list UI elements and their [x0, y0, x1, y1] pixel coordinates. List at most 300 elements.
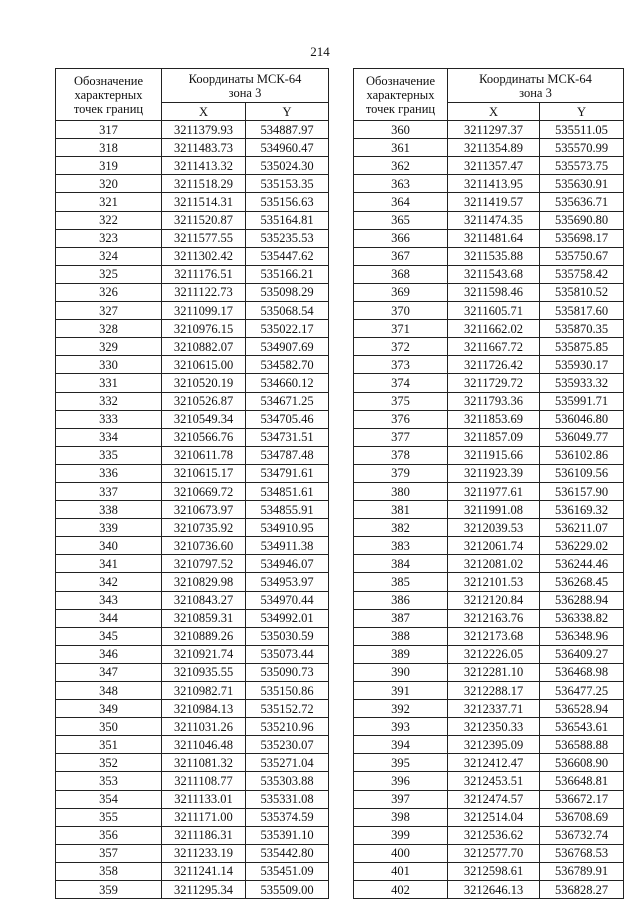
x-coordinate-cell: 3212536.62 [448, 826, 540, 844]
y-column-header: Y [540, 103, 624, 121]
table-row [56, 519, 329, 537]
point-number-cell: 326 [56, 283, 162, 301]
y-coordinate-cell: 535991.71 [540, 392, 624, 410]
table-row [56, 627, 329, 645]
x-coordinate-cell: 3210882.07 [162, 338, 246, 356]
point-number-cell: 335 [56, 446, 162, 464]
point-number-cell: 321 [56, 193, 162, 211]
x-coordinate-cell: 3210566.76 [162, 428, 246, 446]
x-coordinate-cell: 3212474.57 [448, 790, 540, 808]
coordinates-header: Координаты МСК-64 зона 3 [448, 69, 624, 103]
x-coordinate-cell: 3210520.19 [162, 374, 246, 392]
table-row [354, 519, 624, 537]
table-row [56, 428, 329, 446]
point-number-cell: 343 [56, 591, 162, 609]
x-coordinate-cell: 3211518.29 [162, 175, 246, 193]
x-coordinate-cell: 3212350.33 [448, 718, 540, 736]
table-row [354, 790, 624, 808]
point-number-cell: 358 [56, 862, 162, 880]
x-coordinate-cell: 3211729.72 [448, 374, 540, 392]
y-coordinate-cell: 535698.17 [540, 229, 624, 247]
y-coordinate-cell: 536528.94 [540, 700, 624, 718]
x-coordinate-cell: 3211520.87 [162, 211, 246, 229]
x-coordinate-cell: 3210549.34 [162, 410, 246, 428]
y-coordinate-cell: 536288.94 [540, 591, 624, 609]
x-column-header: X [162, 103, 246, 121]
point-number-cell: 386 [354, 591, 448, 609]
y-coordinate-cell: 534731.51 [246, 428, 329, 446]
point-number-cell: 363 [354, 175, 448, 193]
coordinates-table-right [353, 68, 624, 899]
y-coordinate-cell: 535758.42 [540, 265, 624, 283]
y-coordinate-cell: 536477.25 [540, 682, 624, 700]
table-row [354, 338, 624, 356]
y-coordinate-cell: 536102.86 [540, 446, 624, 464]
x-coordinate-cell: 3210673.97 [162, 501, 246, 519]
table-row [354, 808, 624, 826]
point-number-cell: 389 [354, 645, 448, 663]
point-number-cell: 380 [354, 482, 448, 500]
point-number-cell: 323 [56, 229, 162, 247]
point-number-cell: 329 [56, 338, 162, 356]
x-coordinate-cell: 3211923.39 [448, 464, 540, 482]
table-row [56, 374, 329, 392]
y-coordinate-cell: 535690.80 [540, 211, 624, 229]
x-coordinate-cell: 3210935.55 [162, 663, 246, 681]
x-coordinate-cell: 3211241.14 [162, 862, 246, 880]
x-coordinate-cell: 3211662.02 [448, 320, 540, 338]
table-row [354, 609, 624, 627]
y-coordinate-cell: 535152.72 [246, 700, 329, 718]
y-coordinate-cell: 535156.63 [246, 193, 329, 211]
y-coordinate-cell: 534791.61 [246, 464, 329, 482]
x-coordinate-cell: 3212173.68 [448, 627, 540, 645]
point-number-cell: 369 [354, 283, 448, 301]
x-coordinate-cell: 3212646.13 [448, 881, 540, 899]
table-row [354, 175, 624, 193]
table-row [56, 862, 329, 880]
table-row [354, 392, 624, 410]
point-number-cell: 395 [354, 754, 448, 772]
table-row [354, 482, 624, 500]
y-coordinate-cell: 536789.91 [540, 862, 624, 880]
point-number-cell: 349 [56, 700, 162, 718]
x-coordinate-cell: 3212061.74 [448, 537, 540, 555]
table-row [56, 392, 329, 410]
point-number-cell: 392 [354, 700, 448, 718]
x-coordinate-cell: 3212081.02 [448, 555, 540, 573]
point-number-cell: 385 [354, 573, 448, 591]
x-coordinate-cell: 3211297.37 [448, 121, 540, 139]
y-coordinate-cell: 534992.01 [246, 609, 329, 627]
y-coordinate-cell: 535153.35 [246, 175, 329, 193]
y-coordinate-cell: 536648.81 [540, 772, 624, 790]
y-coordinate-cell: 534660.12 [246, 374, 329, 392]
y-coordinate-cell: 535509.00 [246, 881, 329, 899]
point-number-cell: 393 [354, 718, 448, 736]
point-number-cell: 390 [354, 663, 448, 681]
point-number-cell: 350 [56, 718, 162, 736]
table-row [56, 754, 329, 772]
y-coordinate-cell: 536348.96 [540, 627, 624, 645]
table-row [56, 139, 329, 157]
point-number-cell: 342 [56, 573, 162, 591]
y-coordinate-cell: 536169.32 [540, 501, 624, 519]
point-number-cell: 354 [56, 790, 162, 808]
y-coordinate-cell: 534705.46 [246, 410, 329, 428]
y-coordinate-cell: 536732.74 [540, 826, 624, 844]
table-row [354, 265, 624, 283]
y-coordinate-cell: 535930.17 [540, 356, 624, 374]
table-row [354, 320, 624, 338]
table-row [56, 700, 329, 718]
table-row [56, 609, 329, 627]
y-coordinate-cell: 536588.88 [540, 736, 624, 754]
table-row [56, 320, 329, 338]
y-coordinate-cell: 534960.47 [246, 139, 329, 157]
point-number-cell: 381 [354, 501, 448, 519]
point-number-cell: 346 [56, 645, 162, 663]
y-coordinate-cell: 535073.44 [246, 645, 329, 663]
point-number-cell: 402 [354, 881, 448, 899]
table-row [354, 718, 624, 736]
point-number-cell: 337 [56, 482, 162, 500]
y-coordinate-cell: 536338.82 [540, 609, 624, 627]
table-row [56, 157, 329, 175]
y-coordinate-cell: 535447.62 [246, 247, 329, 265]
x-coordinate-cell: 3210982.71 [162, 682, 246, 700]
point-number-cell: 344 [56, 609, 162, 627]
table-row [56, 121, 329, 139]
point-number-cell: 401 [354, 862, 448, 880]
point-number-cell: 366 [354, 229, 448, 247]
x-coordinate-cell: 3212163.76 [448, 609, 540, 627]
y-coordinate-cell: 536046.80 [540, 410, 624, 428]
point-number-cell: 400 [354, 844, 448, 862]
table-row [56, 175, 329, 193]
table-row [56, 193, 329, 211]
x-coordinate-cell: 3211354.89 [448, 139, 540, 157]
y-coordinate-cell: 536229.02 [540, 537, 624, 555]
table-row [354, 302, 624, 320]
x-coordinate-cell: 3211081.32 [162, 754, 246, 772]
point-number-cell: 324 [56, 247, 162, 265]
x-coordinate-cell: 3212337.71 [448, 700, 540, 718]
y-coordinate-cell: 535022.17 [246, 320, 329, 338]
x-coordinate-cell: 3211046.48 [162, 736, 246, 754]
x-coordinate-cell: 3212598.61 [448, 862, 540, 880]
table-row [56, 446, 329, 464]
table-row [354, 754, 624, 772]
x-coordinate-cell: 3212288.17 [448, 682, 540, 700]
point-number-cell: 336 [56, 464, 162, 482]
point-number-cell: 356 [56, 826, 162, 844]
y-coordinate-cell: 536409.27 [540, 645, 624, 663]
y-coordinate-cell: 535451.09 [246, 862, 329, 880]
y-coordinate-cell: 535750.67 [540, 247, 624, 265]
x-coordinate-cell: 3211171.00 [162, 808, 246, 826]
point-number-cell: 384 [354, 555, 448, 573]
point-number-cell: 317 [56, 121, 162, 139]
y-coordinate-cell: 535817.60 [540, 302, 624, 320]
table-row [56, 790, 329, 808]
table-row [56, 591, 329, 609]
table-row [56, 881, 329, 899]
x-coordinate-cell: 3211122.73 [162, 283, 246, 301]
y-coordinate-cell: 536672.17 [540, 790, 624, 808]
coordinates-table-left [55, 68, 329, 899]
y-coordinate-cell: 535630.91 [540, 175, 624, 193]
point-number-cell: 348 [56, 682, 162, 700]
y-coordinate-cell: 535166.21 [246, 265, 329, 283]
y-coordinate-cell: 535164.81 [246, 211, 329, 229]
x-coordinate-cell: 3211483.73 [162, 139, 246, 157]
x-coordinate-cell: 3211991.08 [448, 501, 540, 519]
point-number-cell: 340 [56, 537, 162, 555]
table-row [56, 663, 329, 681]
table-row [354, 283, 624, 301]
x-coordinate-cell: 3211357.47 [448, 157, 540, 175]
x-coordinate-cell: 3211543.68 [448, 265, 540, 283]
table-row [354, 645, 624, 663]
point-number-cell: 370 [354, 302, 448, 320]
table-row [56, 555, 329, 573]
point-number-cell: 362 [354, 157, 448, 175]
point-number-cell: 332 [56, 392, 162, 410]
y-coordinate-cell: 536708.69 [540, 808, 624, 826]
x-coordinate-cell: 3211667.72 [448, 338, 540, 356]
table-row [56, 826, 329, 844]
x-coordinate-cell: 3211481.64 [448, 229, 540, 247]
point-number-cell: 379 [354, 464, 448, 482]
x-coordinate-cell: 3211915.66 [448, 446, 540, 464]
x-coordinate-cell: 3212101.53 [448, 573, 540, 591]
y-coordinate-cell: 535391.10 [246, 826, 329, 844]
x-coordinate-cell: 3210976.15 [162, 320, 246, 338]
y-coordinate-cell: 534910.95 [246, 519, 329, 537]
x-coordinate-cell: 3211031.26 [162, 718, 246, 736]
x-coordinate-cell: 3212395.09 [448, 736, 540, 754]
table-row [56, 247, 329, 265]
y-coordinate-cell: 535570.99 [540, 139, 624, 157]
point-number-cell: 364 [354, 193, 448, 211]
point-number-cell: 399 [354, 826, 448, 844]
point-number-cell: 377 [354, 428, 448, 446]
y-coordinate-cell: 536268.45 [540, 573, 624, 591]
x-coordinate-cell: 3212281.10 [448, 663, 540, 681]
point-number-cell: 341 [56, 555, 162, 573]
table-row [354, 772, 624, 790]
point-number-cell: 334 [56, 428, 162, 446]
x-coordinate-cell: 3212039.53 [448, 519, 540, 537]
x-coordinate-cell: 3210526.87 [162, 392, 246, 410]
table-row [56, 718, 329, 736]
x-coordinate-cell: 3212412.47 [448, 754, 540, 772]
point-number-cell: 330 [56, 356, 162, 374]
point-number-cell: 378 [354, 446, 448, 464]
point-number-cell: 376 [354, 410, 448, 428]
table-row [354, 211, 624, 229]
y-coordinate-cell: 535210.96 [246, 718, 329, 736]
table-row [56, 229, 329, 247]
table-row [354, 881, 624, 899]
point-number-cell: 338 [56, 501, 162, 519]
x-coordinate-cell: 3211853.69 [448, 410, 540, 428]
y-coordinate-cell: 535933.32 [540, 374, 624, 392]
table-row [354, 247, 624, 265]
point-number-cell: 372 [354, 338, 448, 356]
table-row [56, 645, 329, 663]
point-number-cell: 397 [354, 790, 448, 808]
table-row [56, 283, 329, 301]
table-row [56, 338, 329, 356]
table-row [354, 537, 624, 555]
y-coordinate-cell: 535331.08 [246, 790, 329, 808]
y-coordinate-cell: 536768.53 [540, 844, 624, 862]
right-table-body [354, 121, 624, 899]
x-coordinate-cell: 3211176.51 [162, 265, 246, 283]
y-coordinate-cell: 535098.29 [246, 283, 329, 301]
x-coordinate-cell: 3210889.26 [162, 627, 246, 645]
table-row [56, 211, 329, 229]
coordinates-header: Координаты МСК-64 зона 3 [162, 69, 329, 103]
x-coordinate-cell: 3211413.32 [162, 157, 246, 175]
point-number-cell: 368 [354, 265, 448, 283]
table-row [354, 446, 624, 464]
y-coordinate-cell: 535636.71 [540, 193, 624, 211]
point-number-cell: 373 [354, 356, 448, 374]
y-coordinate-cell: 534907.69 [246, 338, 329, 356]
point-number-cell: 353 [56, 772, 162, 790]
table-row [354, 193, 624, 211]
table-row [56, 682, 329, 700]
x-coordinate-cell: 3211413.95 [448, 175, 540, 193]
x-coordinate-cell: 3211379.93 [162, 121, 246, 139]
x-coordinate-cell: 3210843.27 [162, 591, 246, 609]
table-row [354, 862, 624, 880]
table-row [354, 464, 624, 482]
x-coordinate-cell: 3210736.60 [162, 537, 246, 555]
y-column-header: Y [246, 103, 329, 121]
y-coordinate-cell: 536244.46 [540, 555, 624, 573]
y-coordinate-cell: 536049.77 [540, 428, 624, 446]
y-coordinate-cell: 534946.07 [246, 555, 329, 573]
y-coordinate-cell: 536211.07 [540, 519, 624, 537]
point-number-cell: 345 [56, 627, 162, 645]
y-coordinate-cell: 534787.48 [246, 446, 329, 464]
point-number-cell: 388 [354, 627, 448, 645]
y-coordinate-cell: 535875.85 [540, 338, 624, 356]
table-row [56, 736, 329, 754]
table-row [354, 501, 624, 519]
x-coordinate-cell: 3211474.35 [448, 211, 540, 229]
x-coordinate-cell: 3211133.01 [162, 790, 246, 808]
y-coordinate-cell: 536828.27 [540, 881, 624, 899]
y-coordinate-cell: 534953.97 [246, 573, 329, 591]
table-row [56, 844, 329, 862]
x-coordinate-cell: 3212120.84 [448, 591, 540, 609]
y-coordinate-cell: 534582.70 [246, 356, 329, 374]
x-coordinate-cell: 3211977.61 [448, 482, 540, 500]
x-coordinate-cell: 3210984.13 [162, 700, 246, 718]
point-number-cell: 331 [56, 374, 162, 392]
x-coordinate-cell: 3211605.71 [448, 302, 540, 320]
table-row [354, 139, 624, 157]
table-row [56, 356, 329, 374]
y-coordinate-cell: 534855.91 [246, 501, 329, 519]
table-row [354, 682, 624, 700]
point-number-cell: 333 [56, 410, 162, 428]
y-coordinate-cell: 535810.52 [540, 283, 624, 301]
point-number-cell: 328 [56, 320, 162, 338]
x-coordinate-cell: 3211186.31 [162, 826, 246, 844]
point-number-cell: 355 [56, 808, 162, 826]
table-row [354, 591, 624, 609]
table-row [354, 844, 624, 862]
table-row [56, 808, 329, 826]
x-coordinate-cell: 3211857.09 [448, 428, 540, 446]
table-row [354, 410, 624, 428]
x-coordinate-cell: 3212226.05 [448, 645, 540, 663]
x-coordinate-cell: 3211514.31 [162, 193, 246, 211]
table-row [56, 302, 329, 320]
x-coordinate-cell: 3210797.52 [162, 555, 246, 573]
left-table-body [56, 121, 329, 899]
point-number-cell: 319 [56, 157, 162, 175]
x-coordinate-cell: 3211233.19 [162, 844, 246, 862]
y-coordinate-cell: 535068.54 [246, 302, 329, 320]
table-row [56, 464, 329, 482]
table-row [354, 736, 624, 754]
table-row [56, 573, 329, 591]
table-row [354, 157, 624, 175]
x-coordinate-cell: 3211302.42 [162, 247, 246, 265]
table-row [354, 356, 624, 374]
table-row [354, 555, 624, 573]
y-coordinate-cell: 535511.05 [540, 121, 624, 139]
point-number-cell: 374 [354, 374, 448, 392]
point-number-cell: 325 [56, 265, 162, 283]
point-number-cell: 347 [56, 663, 162, 681]
point-number-cell: 398 [354, 808, 448, 826]
table-row [56, 410, 329, 428]
table-row [354, 663, 624, 681]
x-coordinate-cell: 3210615.00 [162, 356, 246, 374]
table-row [354, 428, 624, 446]
y-coordinate-cell: 535271.04 [246, 754, 329, 772]
point-number-cell: 357 [56, 844, 162, 862]
table-row [354, 700, 624, 718]
designation-header: Обозначение характерных точек границ [354, 69, 448, 121]
point-number-cell: 367 [354, 247, 448, 265]
y-coordinate-cell: 535150.86 [246, 682, 329, 700]
point-number-cell: 322 [56, 211, 162, 229]
point-number-cell: 365 [354, 211, 448, 229]
y-coordinate-cell: 534851.61 [246, 482, 329, 500]
x-coordinate-cell: 3211577.55 [162, 229, 246, 247]
x-coordinate-cell: 3212453.51 [448, 772, 540, 790]
y-coordinate-cell: 534671.25 [246, 392, 329, 410]
point-number-cell: 382 [354, 519, 448, 537]
table-row [56, 537, 329, 555]
point-number-cell: 387 [354, 609, 448, 627]
table-row [56, 501, 329, 519]
point-number-cell: 339 [56, 519, 162, 537]
y-coordinate-cell: 535024.30 [246, 157, 329, 175]
x-coordinate-cell: 3210615.17 [162, 464, 246, 482]
point-number-cell: 327 [56, 302, 162, 320]
x-column-header: X [448, 103, 540, 121]
